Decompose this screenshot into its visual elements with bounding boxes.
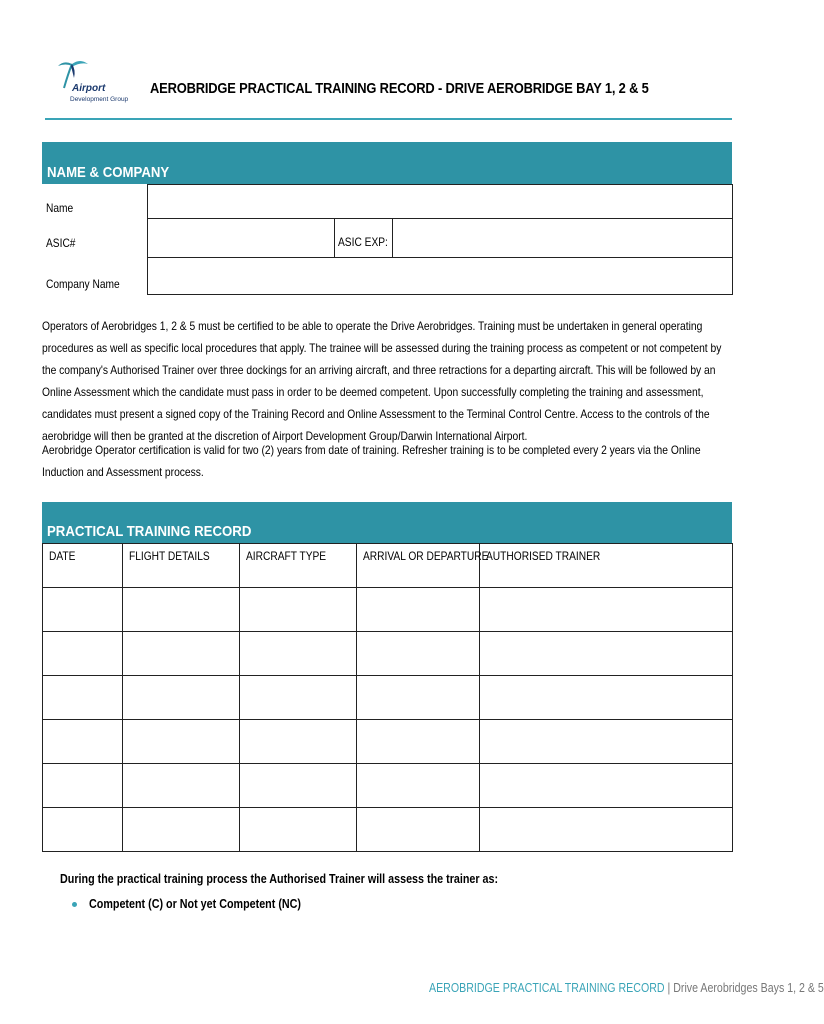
table-cell[interactable] (480, 676, 733, 720)
table-cell[interactable] (480, 808, 733, 852)
assessment-bullet (72, 897, 336, 911)
table-cell[interactable] (123, 588, 240, 632)
column-header-arrival-departure: ARRIVAL OR DEPARTURE (357, 544, 480, 588)
table-cell[interactable] (43, 764, 123, 808)
company-name-field[interactable] (147, 257, 733, 295)
table-cell[interactable] (123, 632, 240, 676)
table-cell[interactable] (357, 808, 480, 852)
table-cell[interactable] (357, 632, 480, 676)
table-cell[interactable] (480, 632, 733, 676)
table-cell[interactable] (480, 764, 733, 808)
name-field[interactable] (147, 184, 733, 219)
column-header-authorised-trainer: AUTHORISED TRAINER (480, 544, 733, 588)
training-record-table (42, 543, 733, 852)
table-row (43, 632, 733, 676)
table-cell[interactable] (480, 720, 733, 764)
table-cell[interactable] (123, 808, 240, 852)
table-cell[interactable] (43, 720, 123, 764)
column-header-date: DATE (43, 544, 123, 588)
table-cell[interactable] (123, 676, 240, 720)
training-record-heading: PRACTICAL TRAINING RECORD (47, 523, 252, 540)
page-footer (429, 981, 824, 995)
table-cell[interactable] (43, 588, 123, 632)
asic-exp-field[interactable] (392, 218, 733, 258)
table-cell[interactable] (357, 676, 480, 720)
table-cell[interactable] (43, 676, 123, 720)
company-logo (52, 58, 132, 108)
table-cell[interactable] (240, 808, 357, 852)
validity-paragraph: Aerobridge Operator certification is valid for two (2) years from date of training. Refresher training is to be completed every 2 years via the Online Induction and Assessment process. (42, 444, 701, 479)
footer-separator: | (664, 981, 674, 995)
table-cell[interactable] (43, 808, 123, 852)
table-cell[interactable] (357, 588, 480, 632)
table-cell[interactable] (357, 720, 480, 764)
table-cell[interactable] (123, 764, 240, 808)
assessment-intro: During the practical training process the Authorised Trainer will assess the trainer as: (60, 872, 499, 886)
assessment-bullet-text: Competent (C) or Not yet Competent (NC) (89, 897, 302, 911)
table-cell[interactable] (240, 764, 357, 808)
logo-text-primary: Airport (72, 83, 106, 94)
footer-title: AEROBRIDGE PRACTICAL TRAINING RECORD (429, 981, 665, 995)
table-row (43, 676, 733, 720)
table-cell[interactable] (43, 632, 123, 676)
title-divider (45, 118, 732, 120)
table-cell[interactable] (480, 588, 733, 632)
table-row (43, 808, 733, 852)
table-cell[interactable] (240, 588, 357, 632)
table-row (43, 720, 733, 764)
logo-text-secondary: Development Group (70, 96, 129, 103)
asic-exp-label: ASIC EXP: (338, 235, 388, 249)
table-cell[interactable] (240, 720, 357, 764)
table-cell[interactable] (123, 720, 240, 764)
column-header-aircraft-type: AIRCRAFT TYPE (240, 544, 357, 588)
table-cell[interactable] (357, 764, 480, 808)
table-row (43, 588, 733, 632)
table-header-row (43, 544, 733, 588)
column-header-flight-details: FLIGHT DETAILS (123, 544, 240, 588)
certification-paragraph: Operators of Aerobridges 1, 2 & 5 must be certified to be able to operate the Drive Aerobridges. Training must be undertaken in general operating procedures as well as specific local procedures that apply. The trainee will be assessed during the training process as competent or not competent by the company's Authorised Trainer over three dockings for an arriving aircraft, and three retractions for a departing aircraft. This will be followed by an Online Assessment which the candidate must pass in order to be deemed competent. Upon successfully completing the training and assessment, candidates must present a signed copy of the Training Record and Online Assessment to the Terminal Control Centre. Access to the controls of the aerobridge will then be granted at the discretion of Airport Development Group/Darwin International Airport. (42, 320, 722, 443)
table-cell[interactable] (240, 676, 357, 720)
page-title: AEROBRIDGE PRACTICAL TRAINING RECORD - DRIVE AEROBRIDGE BAY 1, 2 & 5 (150, 80, 649, 97)
asic-field[interactable] (147, 218, 335, 258)
footer-subtitle: Drive Aerobridges Bays 1, 2 & 5 (673, 981, 824, 995)
name-company-heading: NAME & COMPANY (47, 164, 170, 181)
table-row (43, 764, 733, 808)
training-record-header (42, 502, 732, 543)
asic-label: ASIC# (46, 236, 76, 250)
company-name-label: Company Name (46, 277, 120, 291)
bullet-icon (72, 902, 77, 907)
name-label: Name (46, 201, 74, 215)
table-cell[interactable] (240, 632, 357, 676)
name-company-header (42, 142, 732, 184)
